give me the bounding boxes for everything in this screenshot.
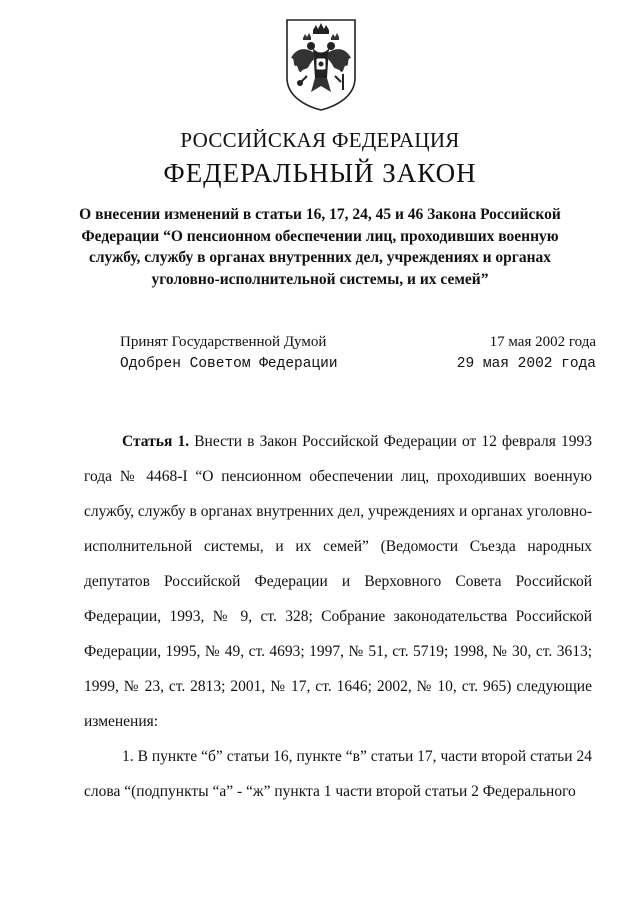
law-subject: О внесении изменений в статьи 16, 17, 24, 45 и 46 Закона Российской Федерации “О пенсионном обеспечении лиц, проходивших военную службу, службу в органах внутренних дел, учреждениях и органах уголовно-исполнительной системы, и их семей” (79, 206, 561, 288)
adoption-date: 29 мая 2002 года (456, 356, 596, 372)
adoption-date: 17 мая 2002 года (489, 334, 596, 350)
adoption-row-federation-council (120, 356, 596, 378)
article-heading: Статья 1. (122, 433, 190, 450)
article-item-1: 1. В пункте “б” статьи 16, пункте “в” статьи 17, части второй статьи 24 слова “(подпункты “а” - “ж” пункта 1 части второй статьи 2 Федерального (84, 748, 592, 800)
law-body (84, 424, 592, 809)
adoption-label: Принят Государственной Думой (120, 334, 327, 350)
article-text: Внести в Закон Российской Федерации от 12 февраля 1993 года № 4468-I “О пенсионном обеспечении лиц, проходивших военную службу, службу в органах внутренних дел, учреждениях и органах уголовно-исполнительной системы, и их семей” (Ведомости Съезда народных депутатов Российской Федерации и Верховного Совета Российской Федерации, 1993, № 9, ст. 328; Собрание законодательства Российской Федерации, 1995, № 49, ст. 4693; 1997, № 51, ст. 5719; 1998, № 30, ст. 3613; 1999, № 23, ст. 2813; 2001, № 17, ст. 1646; 2002, № 10, ст. 965) следующие изменения: (84, 433, 592, 730)
adoption-row-duma (120, 334, 596, 356)
article-1-paragraph (84, 424, 592, 739)
coat-of-arms-icon (283, 16, 359, 112)
document-type-title: ФЕДЕРАЛЬНЫЙ ЗАКОН (163, 158, 477, 188)
country-title: РОССИЙСКАЯ ФЕДЕРАЦИЯ (180, 128, 460, 152)
adoption-label: Одобрен Советом Федерации (120, 356, 338, 372)
